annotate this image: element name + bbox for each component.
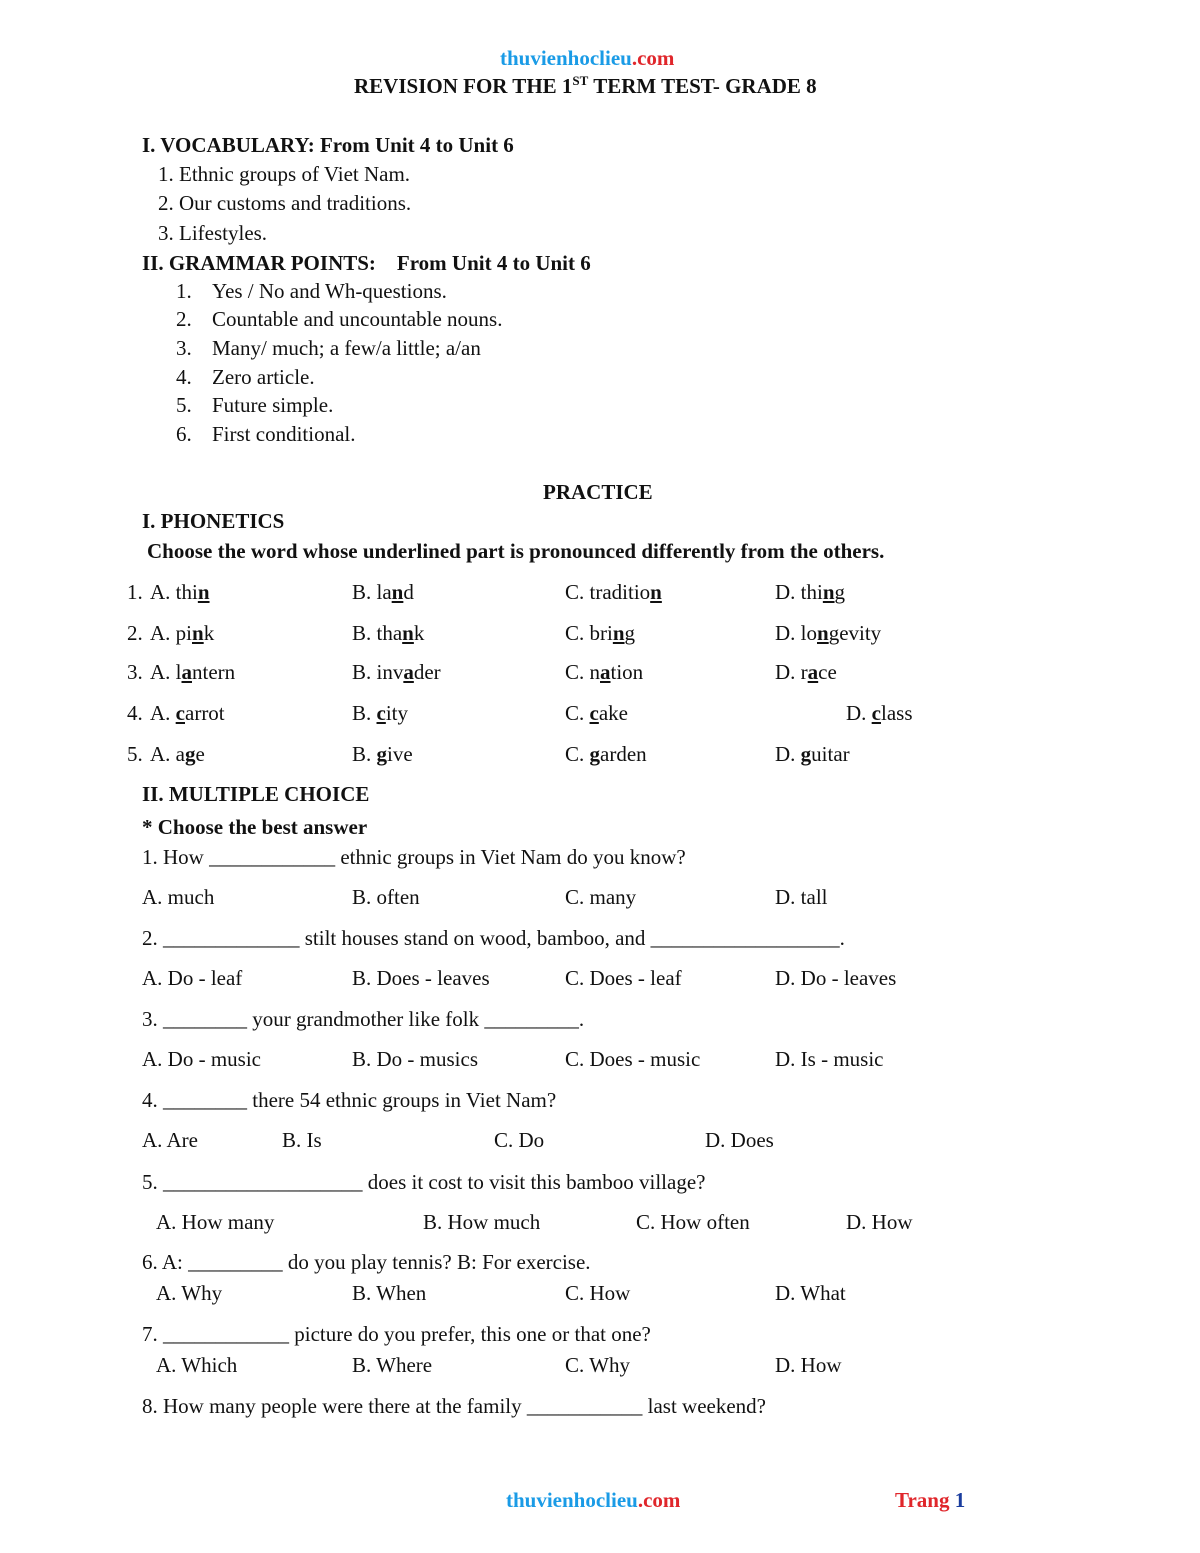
underlined-sound: a — [181, 660, 192, 684]
site-name-part: thuvienhoclieu — [500, 46, 632, 70]
multiple-choice-instruction: * Choose the best answer — [142, 815, 368, 839]
phonetics-option — [352, 621, 424, 646]
site-domain-part: .com — [631, 46, 675, 70]
vocabulary-heading: I. VOCABULARY: From Unit 4 to Unit 6 — [142, 133, 514, 157]
option-text: ce — [818, 660, 837, 684]
phonetics-row-number: 4. — [127, 701, 143, 725]
phonetics-option — [150, 701, 225, 726]
multiple-choice-heading: II. MULTIPLE CHOICE — [142, 782, 370, 806]
answer-option: C. How — [565, 1281, 631, 1305]
option-text: D. — [775, 742, 801, 766]
grammar-num: 1. — [176, 279, 192, 303]
underlined-sound: n — [817, 621, 829, 645]
underlined-sound: c — [376, 701, 386, 725]
answer-option: B. How much — [423, 1210, 541, 1234]
option-text: B. tha — [352, 621, 403, 645]
option-text: D. thi — [775, 580, 823, 604]
question-text: 6. A: _________ do you play tennis? B: For exercise. — [142, 1250, 591, 1274]
answer-option: B. often — [352, 885, 420, 909]
question-text: 8. How many people were there at the family ___________ last weekend? — [142, 1394, 766, 1418]
underlined-sound: a — [600, 660, 611, 684]
option-text: arden — [600, 742, 647, 766]
answer-option: D. Does — [705, 1128, 774, 1152]
option-text: A. — [150, 701, 176, 725]
underlined-sound: g — [589, 742, 601, 766]
grammar-num: 2. — [176, 307, 192, 331]
underlined-sound: n — [197, 580, 210, 604]
phonetics-option — [352, 660, 441, 685]
answer-option: B. Is — [282, 1128, 322, 1152]
grammar-item: First conditional. — [212, 422, 356, 446]
answer-option: D. What — [775, 1281, 846, 1305]
grammar-num: 5. — [176, 393, 192, 417]
answer-option: B. Where — [352, 1353, 433, 1377]
option-text: ake — [598, 701, 628, 725]
option-text: e — [195, 742, 205, 766]
phonetics-row-number: 2. — [127, 621, 143, 645]
practice-title: PRACTICE — [543, 480, 653, 504]
site-logo-header — [500, 46, 674, 71]
phonetics-option — [150, 580, 210, 605]
phonetics-option — [565, 660, 643, 685]
option-text: B. inv — [352, 660, 404, 684]
option-text: k — [413, 621, 425, 645]
phonetics-option — [565, 701, 628, 726]
phonetics-option — [150, 742, 205, 767]
option-text: gevity — [828, 621, 882, 645]
grammar-num: 6. — [176, 422, 192, 446]
answer-option: D. How — [775, 1353, 842, 1377]
grammar-item: Yes / No and Wh-questions. — [212, 279, 447, 303]
option-text: B. — [352, 742, 377, 766]
phonetics-option — [565, 580, 662, 605]
underlined-sound: a — [807, 660, 819, 684]
option-text: k — [203, 621, 215, 645]
underlined-sound: g — [185, 742, 196, 766]
underlined-sound: n — [402, 621, 414, 645]
phonetics-option — [565, 742, 647, 767]
underlined-sound: c — [175, 701, 185, 725]
answer-option: B. When — [352, 1281, 427, 1305]
vocabulary-item: 3. Lifestyles. — [158, 221, 268, 245]
option-text: C. traditio — [565, 580, 651, 604]
option-text: A. a — [150, 742, 185, 766]
phonetics-option — [846, 701, 913, 726]
phonetics-option — [352, 580, 414, 605]
underlined-sound: c — [871, 701, 881, 725]
answer-option: C. Does - leaf — [565, 966, 682, 990]
grammar-heading: II. GRAMMAR POINTS: From Unit 4 to Unit 6 — [142, 251, 591, 275]
answer-option: C. Do — [494, 1128, 545, 1152]
answer-option: D. tall — [775, 885, 828, 909]
phonetics-option — [775, 580, 845, 605]
answer-option: B. Does - leaves — [352, 966, 490, 990]
option-text: ntern — [192, 660, 236, 684]
option-text: C. bri — [565, 621, 613, 645]
phonetics-row-number: 5. — [127, 742, 143, 766]
answer-option: C. Why — [565, 1353, 630, 1377]
grammar-num: 4. — [176, 365, 192, 389]
option-text: der — [413, 660, 441, 684]
site-domain-part: .com — [637, 1488, 681, 1512]
question-text: 1. How ____________ ethnic groups in Viet Nam do you know? — [142, 845, 686, 869]
grammar-num: 3. — [176, 336, 192, 360]
phonetics-row-number: 1. — [127, 580, 143, 604]
phonetics-option — [150, 621, 214, 646]
option-text: A. pi — [150, 621, 192, 645]
underlined-sound: g — [376, 742, 388, 766]
question-text: 4. ________ there 54 ethnic groups in Viet Nam? — [142, 1088, 557, 1112]
answer-option: D. Do - leaves — [775, 966, 897, 990]
phonetics-heading: I. PHONETICS — [142, 509, 285, 533]
vocabulary-item: 2. Our customs and traditions. — [158, 191, 412, 215]
option-text: D. r — [775, 660, 808, 684]
vocabulary-item: 1. Ethnic groups of Viet Nam. — [158, 162, 411, 186]
option-text: C. — [565, 701, 590, 725]
answer-option: A. Do - music — [142, 1047, 261, 1071]
underlined-sound: n — [391, 580, 404, 604]
question-text: 3. ________ your grandmother like folk _________. — [142, 1007, 585, 1031]
phonetics-option — [775, 742, 850, 767]
underlined-sound: n — [612, 621, 625, 645]
option-text: lass — [881, 701, 913, 725]
option-text: D. — [846, 701, 872, 725]
option-text: uitar — [811, 742, 850, 766]
option-text: g — [624, 621, 636, 645]
option-text: B. — [352, 701, 377, 725]
phonetics-option — [565, 621, 635, 646]
answer-option: C. many — [565, 885, 637, 909]
option-text: g — [834, 580, 846, 604]
answer-option: C. Does - music — [565, 1047, 701, 1071]
option-text: ive — [387, 742, 413, 766]
underlined-sound: n — [650, 580, 662, 604]
answer-option: B. Do - musics — [352, 1047, 478, 1071]
answer-option: D. Is - music — [775, 1047, 884, 1071]
option-text: A. thi — [150, 580, 198, 604]
phonetics-option — [352, 701, 408, 726]
question-text: 7. ____________ picture do you prefer, this one or that one? — [142, 1322, 651, 1346]
answer-option: A. much — [142, 885, 215, 909]
underlined-sound: g — [800, 742, 812, 766]
grammar-item: Zero article. — [212, 365, 315, 389]
phonetics-option — [775, 621, 881, 646]
site-logo-footer — [506, 1488, 680, 1513]
grammar-item: Many/ much; a few/a little; a/an — [212, 336, 481, 360]
option-text: ity — [385, 701, 409, 725]
phonetics-option — [150, 660, 235, 685]
answer-option: C. How often — [636, 1210, 750, 1234]
question-text: 5. ___________________ does it cost to visit this bamboo village? — [142, 1170, 706, 1194]
phonetics-row-number: 3. — [127, 660, 143, 684]
underlined-sound: a — [403, 660, 414, 684]
answer-option: A. Why — [156, 1281, 223, 1305]
option-text: arrot — [185, 701, 225, 725]
answer-option: A. Are — [142, 1128, 198, 1152]
phonetics-option — [775, 660, 837, 685]
answer-option: A. How many — [156, 1210, 275, 1234]
option-text: A. l — [150, 660, 182, 684]
option-text: D. lo — [775, 621, 817, 645]
option-text: tion — [610, 660, 644, 684]
phonetics-instruction: Choose the word whose underlined part is pronounced differently from the others. — [147, 539, 885, 563]
option-text: C. — [565, 742, 590, 766]
grammar-item: Future simple. — [212, 393, 334, 417]
option-text: d — [403, 580, 414, 604]
page-title: REVISION FOR THE 1ST TERM TEST- GRADE 8 — [354, 73, 817, 98]
underlined-sound: c — [589, 701, 599, 725]
answer-option: A. Do - leaf — [142, 966, 243, 990]
site-name-part: thuvienhoclieu — [506, 1488, 638, 1512]
underlined-sound: n — [192, 621, 204, 645]
phonetics-option — [352, 742, 413, 767]
option-text: B. la — [352, 580, 392, 604]
underlined-sound: n — [822, 580, 835, 604]
question-text: 2. _____________ stilt houses stand on wood, bamboo, and __________________. — [142, 926, 845, 950]
grammar-item: Countable and uncountable nouns. — [212, 307, 503, 331]
answer-option: D. How — [846, 1210, 913, 1234]
answer-option: A. Which — [156, 1353, 238, 1377]
page-number: Trang 1 — [895, 1488, 966, 1512]
option-text: C. n — [565, 660, 601, 684]
